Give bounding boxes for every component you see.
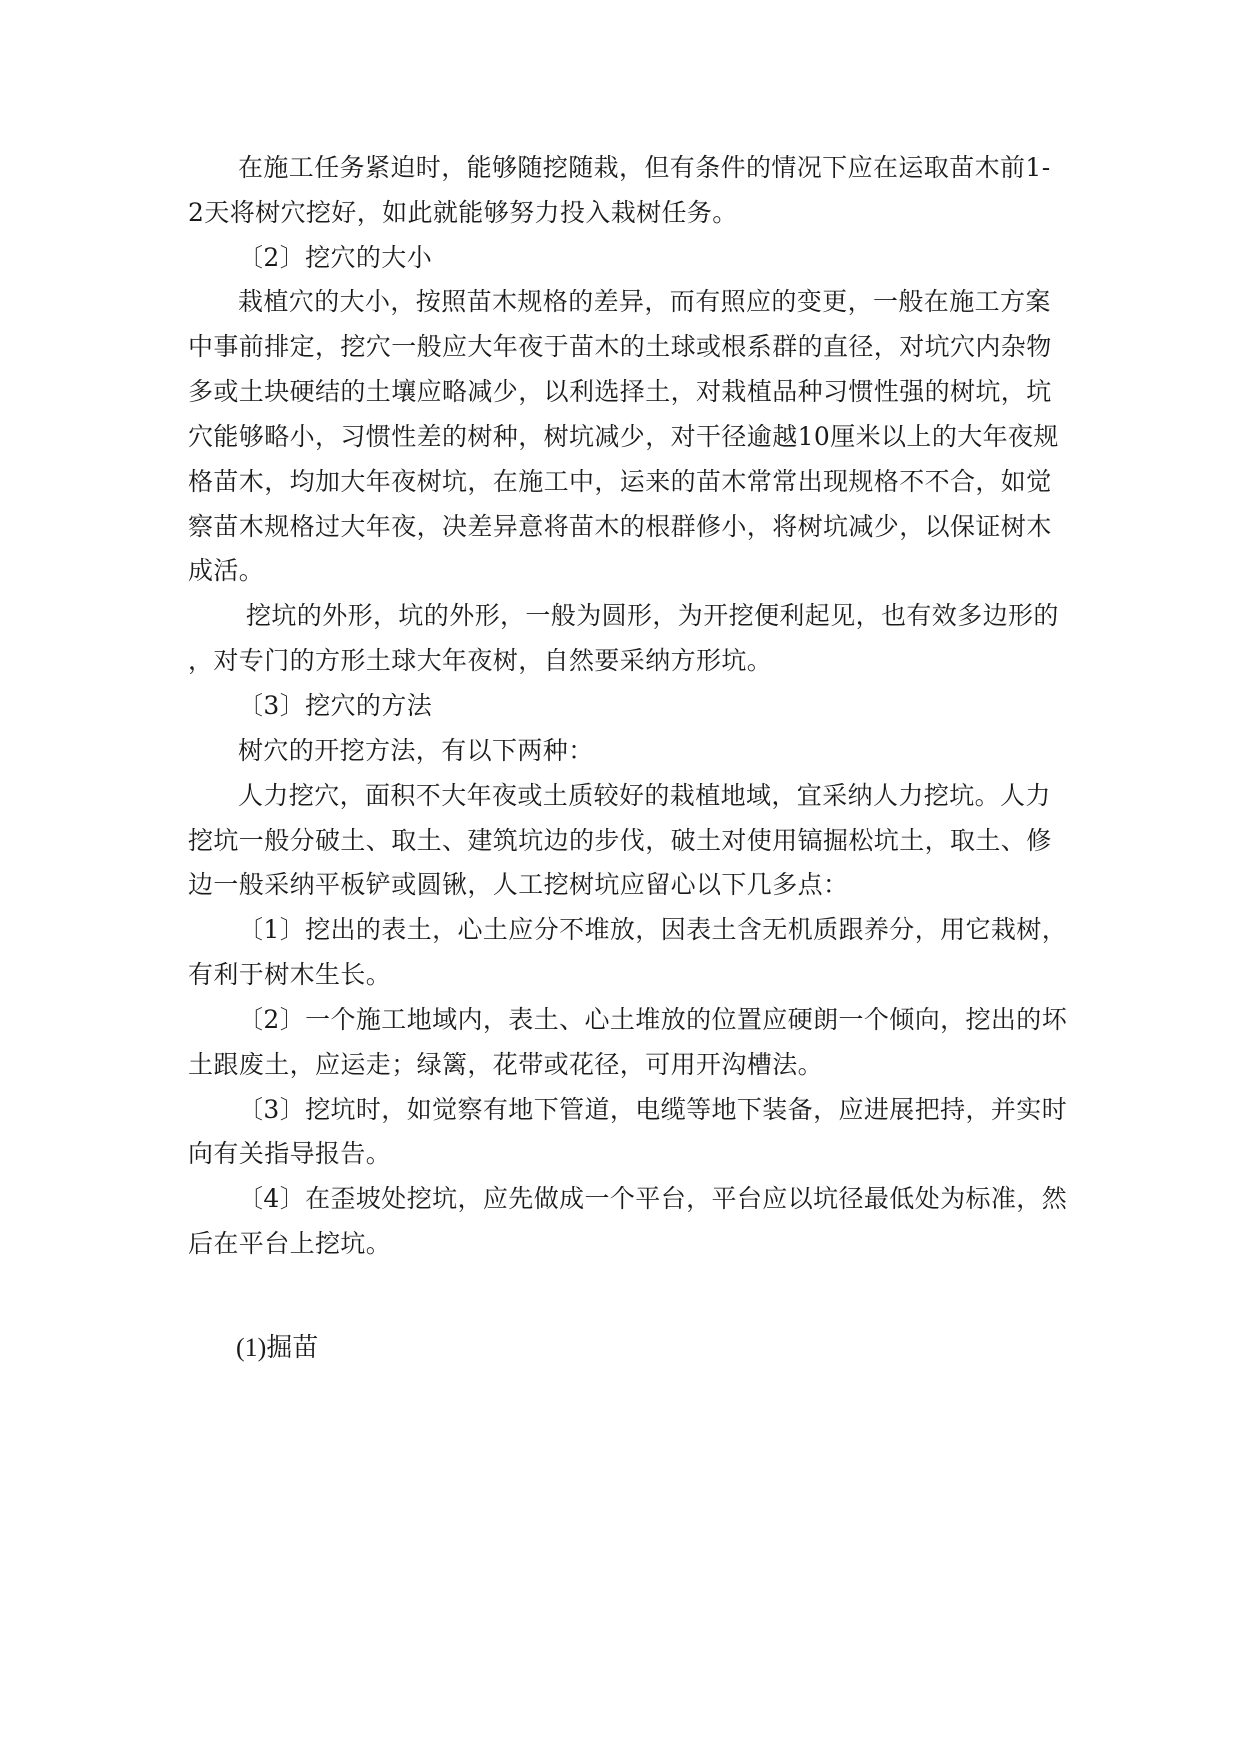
section-heading: (1)掘苗 <box>236 1333 319 1362</box>
list-item-line: 土跟废土，应运走；绿篱，花带或花径，可用开沟槽法。 <box>188 1050 824 1079</box>
list-item-line: 后在平台上挖坑。 <box>188 1229 392 1258</box>
paragraph-line: 2天将树穴挖好，如此就能够努力投入栽树任务。 <box>188 198 738 227</box>
paragraph-line: 栽植穴的大小，按照苗木规格的差异，而有照应的变更，一般在施工方案 <box>238 287 1051 316</box>
list-item-line: 〔4〕在歪坡处挖坑，应先做成一个平台，平台应以坑径最低处为标准，然 <box>238 1184 1068 1213</box>
paragraph-line: 挖坑一般分破土、取土、建筑坑边的步伐，破土对使用镐掘松坑土，取土、修 <box>188 826 1052 855</box>
paragraph-line: 边一般采纳平板铲或圆锹，人工挖树坑应留心以下几多点： <box>188 870 849 899</box>
paragraph-line: 树穴的开挖方法，有以下两种： <box>238 736 594 765</box>
list-item-line: 有利于树木生长。 <box>188 960 392 989</box>
paragraph-line: 在施工任务紧迫时，能够随挖随栽，但有条件的情况下应在运取苗木前1- <box>238 153 1051 182</box>
paragraph-line: ，对专门的方形土球大年夜树，自然要采纳方形坑。 <box>188 646 773 675</box>
list-item-line: 〔2〕一个施工地域内，表土、心土堆放的位置应硬朗一个倾向，挖出的坏 <box>238 1005 1068 1034</box>
paragraph-line: 格苗木，均加大年夜树坑，在施工中，运来的苗木常常出现规格不不合，如觉 <box>188 467 1052 496</box>
subheading: 〔2〕挖穴的大小 <box>238 243 433 272</box>
list-item-line: 向有关指导报告。 <box>188 1139 392 1168</box>
paragraph-line: 挖坑的外形，坑的外形，一般为圆形，为开挖便利起见，也有效多边形的 <box>246 601 1059 630</box>
paragraph-line: 察苗木规格过大年夜，决差异意将苗木的根群修小，将树坑减少，以保证树木 <box>188 512 1052 541</box>
paragraph-line: 人力挖穴，面积不大年夜或土质较好的栽植地域，宜采纳人力挖坑。人力 <box>238 781 1051 810</box>
paragraph-line: 中事前排定，挖穴一般应大年夜于苗木的土球或根系群的直径，对坑穴内杂物 <box>188 332 1052 361</box>
list-item-line: 〔1〕挖出的表土，心土应分不堆放，因表土含无机质跟养分，用它栽树， <box>238 915 1068 944</box>
paragraph-line: 多或土块硬结的土壤应略减少，以利选择土，对栽植品种习惯性强的树坑，坑 <box>188 377 1052 406</box>
paragraph-line: 成活。 <box>188 556 265 585</box>
subheading: 〔3〕挖穴的方法 <box>238 691 433 720</box>
paragraph-line: 穴能够略小，习惯性差的树种，树坑减少，对干径逾越10厘米以上的大年夜规 <box>188 422 1059 451</box>
list-item-line: 〔3〕挖坑时，如觉察有地下管道，电缆等地下装备，应进展把持，并实时 <box>238 1095 1068 1124</box>
